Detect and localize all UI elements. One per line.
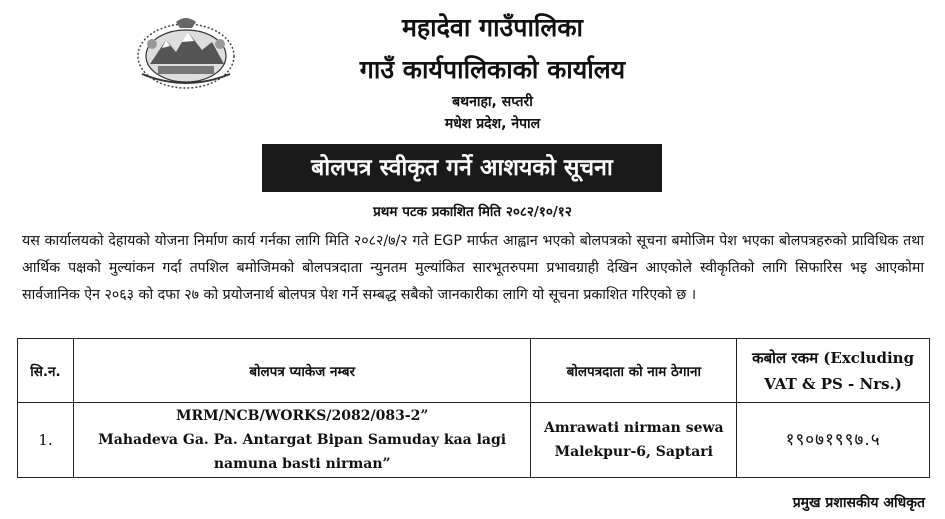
row-package — [73, 403, 531, 478]
office-name: गाउँ कार्यपालिकाको कार्यालय — [359, 55, 626, 84]
header-sn: सि.न. — [18, 339, 74, 403]
bidder-line1: Amrawati nirman sewa — [544, 420, 724, 436]
address-line1: बथनाहा, सप्तरी — [452, 94, 533, 110]
header-amount — [737, 339, 930, 403]
package-line2: Mahadeva Ga. Pa. Antargat Bipan Samuday kaa lagi — [98, 432, 507, 448]
bidder-line2: Malekpur-6, Saptari — [554, 444, 713, 460]
signature: प्रमुख प्रशासकीय अधिकृत — [792, 495, 925, 511]
publish-date: प्रथम पटक प्रकाशित मिति २०८२/१०/१२ — [373, 204, 572, 220]
org-name: महादेवा गाउँपालिका — [401, 13, 584, 42]
package-line3: namuna basti nirman” — [213, 456, 391, 472]
notice-title: बोलपत्र स्वीकृत गर्ने आशयको सूचना — [262, 144, 662, 192]
header-bidder: बोलपत्रदाता को नाम ठेगाना — [531, 339, 737, 403]
table-row — [18, 403, 930, 478]
bid-table — [17, 338, 930, 478]
header-amount-line1: कबोल रकम (Excluding — [752, 348, 915, 367]
address-line2: मधेश प्रदेश, नेपाल — [444, 116, 541, 132]
package-line1: MRM/NCB/WORKS/2082/083-2” — [175, 408, 429, 424]
header-package: बोलपत्र प्याकेज नम्बर — [73, 339, 531, 403]
header-amount-line2: VAT & PS - Nrs.) — [764, 374, 902, 393]
table-header-row — [18, 339, 930, 403]
notice-body: यस कार्यालयको देहायको योजना निर्माण कार्य गर्नका लागि मिति २०८२/७/२ गते EGP मार्फत आह्वान भएको बोलपत्रको सूचना बमोजिम पेश भएका बोलपत्रहरुको प्राविधिक तथा आर्थिक पक्षको मुल्यांकन गर्दा तपशिल बमोजिमको बोलपत्रदाता न्युनतम मुल्यांकित सारभूतरुपमा प्रभावग्राही देखिन आएकोले स्वीकृतिको लागि सिफारिस भइ आएकोमा सार्वजानिक ऐन २०६३ को दफा २७ को प्रयोजनार्थ बोलपत्र पेश गर्ने सम्बद्ध सबैको जानकारीका लागि यो सूचना प्रकाशित गरिएको छ । — [22, 233, 924, 303]
row-sn: 1. — [18, 403, 74, 478]
row-amount: १९०७१९९७.५ — [737, 403, 930, 478]
row-bidder — [531, 403, 737, 478]
